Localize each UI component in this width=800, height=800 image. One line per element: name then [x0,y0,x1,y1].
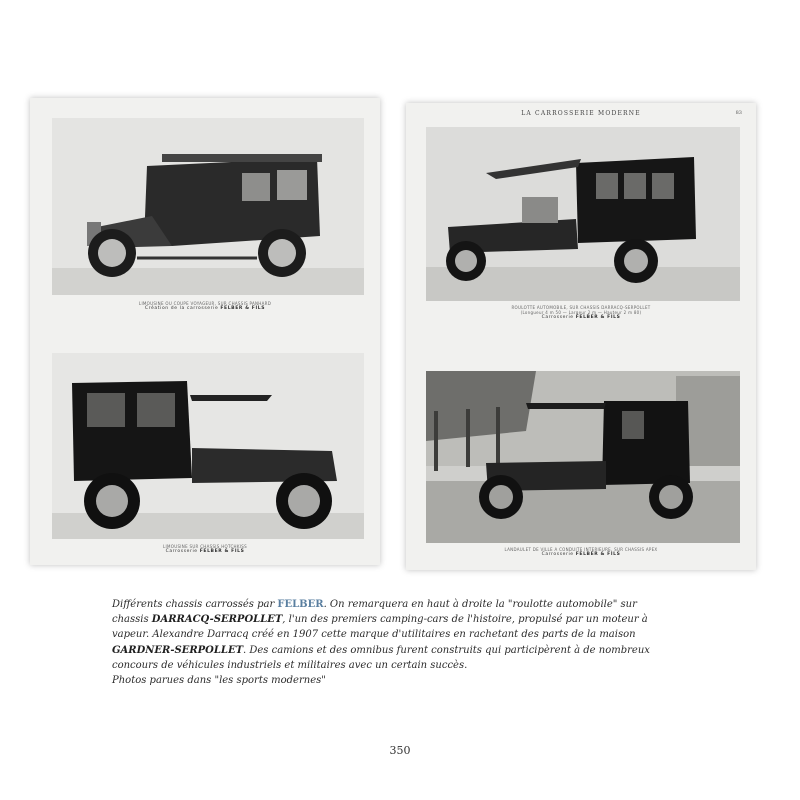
brand-darracq-serpollet: DARRACQ-SERPOLLET [151,614,283,626]
photo-limousine-coupe-voyageur [52,118,364,295]
caption-subtitle: LIMOUSINE OU COUPE VOYAGEUR, SUR CHASSIS PANHARD [138,301,272,306]
photo-landaulet-apex [426,371,740,543]
figure-caption: Différents chassis carrossés par FELBER. On remarquera en haut à droite la "roulotte automobile" sur chassis DARRACQ-SERPOLLET, l'un des premiers camping-cars de l'histoire, propulsé par un moteur à vapeur. Alexandre Darracq créé en 1907 cette marque d'utilitaires en rachetant des parts de la maison GARDNER-SERPOLLET. Des camions et des omnibus furent construits qui participèrent à de nombreux concours de véhicules industriels et militaires avec un certain succès. Photos parues dans "les sports modernes" [112,599,650,687]
brand-felber: FELBER [277,599,324,610]
caption-bottom-right [406,547,756,557]
car-illustration [52,118,364,295]
caption-bottom-left [30,544,380,554]
caption-details: (Longueur 4 m 50 — Largeur 2 m — Hauteur 2 m 80) [520,310,642,315]
caption-subtitle: LIMOUSINE SUR CHASSIS HOTCHKISS [163,544,247,549]
caption-subtitle: ROULOTTE AUTOMOBILE, SUR CHASSIS DARRACQ-SERPOLLET [511,305,651,310]
car-illustration [52,353,364,539]
car-illustration [426,371,740,543]
page-number: 350 [389,744,411,757]
car-illustration [426,127,740,301]
caption-credit: Carrosserie FELBER & FILS [541,552,621,557]
plate-right [406,103,756,570]
caption-subtitle: LANDAULET DE VILLE A CONDUITE INTERIEURE, SUR CHASSIS APEX [504,547,658,552]
folio: 83 [735,110,742,116]
caption-top-right [406,305,756,320]
caption-credit: Carrosserie FELBER & FILS [165,549,245,554]
running-head: LA CARROSSERIE MODERNE [521,110,641,117]
caption-credit: Création de la carrosserie FELBER & FILS [144,306,266,311]
photo-roulotte-automobile [426,127,740,301]
brand-gardner-serpollet: GARDNER-SERPOLLET [112,644,244,656]
photo-source: Photos parues dans "les sports modernes" [112,675,326,687]
plate-left [30,98,380,565]
caption-credit: Carrosserie FELBER & FILS [541,315,621,320]
caption-top-left [30,301,380,311]
photo-limousine-hotchkiss [52,353,364,539]
